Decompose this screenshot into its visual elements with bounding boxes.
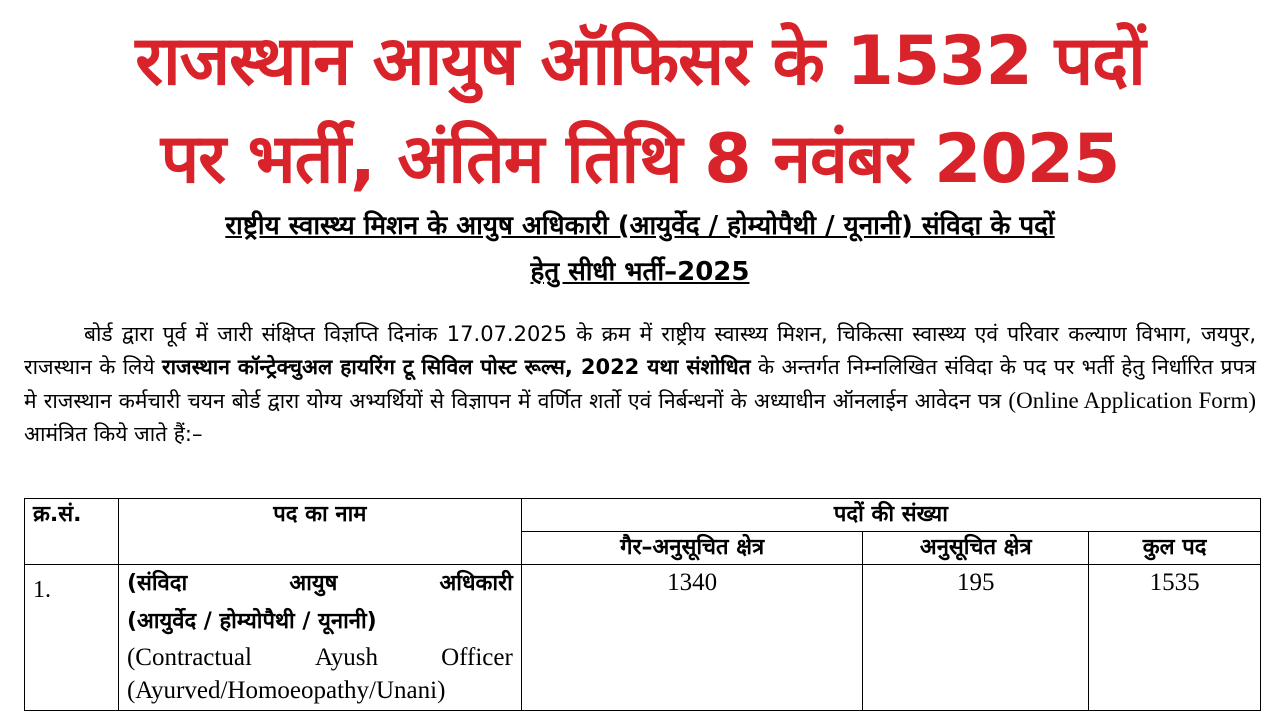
post-en-word-1: (Contractual (126, 644, 252, 671)
post-name-english (127, 641, 513, 707)
post-en-line-2: (Ayurved/Homoeopathy/Unani) (126, 677, 446, 704)
table-row (25, 565, 1261, 711)
row-total-count: 1535 (1089, 565, 1261, 711)
post-hi-word-1: (संविदा (126, 571, 188, 596)
row-post-name (118, 565, 521, 711)
post-hi-line-2: (आयुर्वेद / होम्योपैथी / यूनानी) (126, 609, 377, 634)
paragraph-rules-name: राजस्थान कॉन्ट्रेक्चुअल हायरिंग टू सिविल पोस्ट रूल्स, 2022 यथा संशोधित (161, 355, 751, 379)
posts-table (24, 498, 1261, 711)
paragraph-english-term: (Online Application Form) (1008, 388, 1257, 413)
post-en-word-2: Ayush (314, 644, 378, 671)
row-serial: 1. (25, 565, 119, 711)
paragraph-text-2: के अन्तर्गत निम्नलिखित संविदा के पद पर भर्ती हेतु निर्धारित प्रपत्र मे राजस्थान कर्मचारी चयन बोर्ड द्वारा योग्य अभ्यर्थियों से विज्ञापन में वर्णित शर्तो एवं निर्बन्धनों के अध्याधीन ऑनलाईन आवेदन पत्र (24, 355, 1256, 413)
headline-line-2: पर भर्ती, अंतिम तिथि 8 नवंबर 2025 (160, 120, 1120, 199)
headline-line-1: राजस्थान आयुष ऑफिसर के 1532 पदों (135, 22, 1145, 101)
post-name-hindi (127, 565, 513, 641)
header-serial: क्र.सं. (25, 499, 119, 565)
header-post-count: पदों की संख्या (521, 499, 1260, 532)
header-scheduled: अनुसूचित क्षेत्र (863, 532, 1089, 565)
notice-title-line-1: राष्ट्रीय स्वास्थ्य मिशन के आयुष अधिकारी (आयुर्वेद / होम्योपैथी / यूनानी) संविदा के पदों (225, 211, 1055, 241)
table-header-row-1 (25, 499, 1261, 532)
header-post-name: पद का नाम (118, 499, 521, 565)
row-scheduled-count: 195 (863, 565, 1089, 711)
header-non-scheduled: गैर–अनुसूचित क्षेत्र (521, 532, 863, 565)
header-total: कुल पद (1089, 532, 1261, 565)
paragraph-text-3: आमंत्रित किये जाते हैं:– (24, 422, 203, 446)
post-hi-word-3: अधिकारी (439, 571, 513, 596)
row-non-scheduled-count: 1340 (521, 565, 863, 711)
post-hi-word-2: आयुष (289, 571, 338, 596)
notice-title-line-2: हेतु सीधी भर्ती–2025 (530, 257, 750, 287)
post-en-word-3: Officer (441, 644, 513, 671)
paragraph-text-1: बोर्ड द्वारा पूर्व में जारी संक्षिप्त विज्ञप्ति दिनांक 17.07.2025 के क्रम में राष्ट्रीय स्वास्थ्य मिशन, चिकित्सा स्वास्थ्य एवं परिवार कल्याण विभाग, जयपुर, राजस्थान के लिये (24, 322, 1256, 379)
notice-paragraph (24, 318, 1256, 451)
